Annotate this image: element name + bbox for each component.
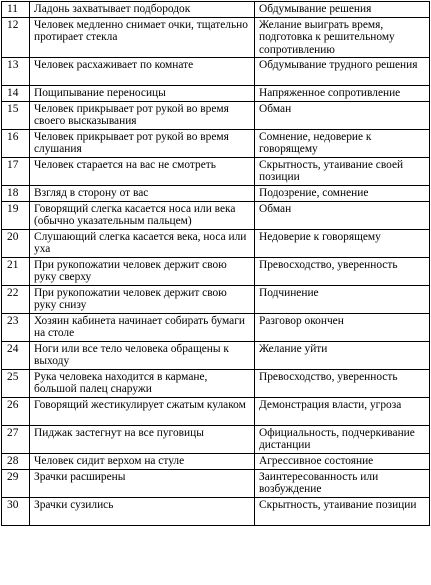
table-row xyxy=(2,258,430,286)
meaning-cell: Недоверие к говорящему xyxy=(255,230,430,258)
table-row xyxy=(2,230,430,258)
row-number: 18 xyxy=(2,186,30,202)
table-row xyxy=(2,2,430,18)
meaning-cell: Агрессивное состояние xyxy=(255,454,430,470)
gesture-cell: Говорящий слегка касается носа или века (обычно указательным пальцем) xyxy=(30,202,255,230)
row-number: 28 xyxy=(2,454,30,470)
gesture-cell: Взгляд в сторону от вас xyxy=(30,186,255,202)
row-number: 23 xyxy=(2,314,30,342)
row-number: 16 xyxy=(2,130,30,158)
meaning-cell: Заинтересованность или возбуждение xyxy=(255,470,430,498)
table-row xyxy=(2,286,430,314)
table-row xyxy=(2,158,430,186)
gesture-cell: Пощипывание переносицы xyxy=(30,86,255,102)
gesture-cell: Ладонь захватывает подбородок xyxy=(30,2,255,18)
row-number: 26 xyxy=(2,398,30,426)
table-row xyxy=(2,18,430,58)
meaning-cell: Демонстрация власти, угроза xyxy=(255,398,430,426)
meaning-cell: Разговор окончен xyxy=(255,314,430,342)
meaning-cell: Обдумывание решения xyxy=(255,2,430,18)
table-row xyxy=(2,130,430,158)
table-row xyxy=(2,426,430,454)
gesture-cell: Человек сидит верхом на стуле xyxy=(30,454,255,470)
row-number: 17 xyxy=(2,158,30,186)
row-number: 21 xyxy=(2,258,30,286)
row-number: 15 xyxy=(2,102,30,130)
meaning-cell: Скрытность, утаивание своей позиции xyxy=(255,158,430,186)
gesture-cell: Слушающий слегка касается века, носа или уха xyxy=(30,230,255,258)
row-number: 27 xyxy=(2,426,30,454)
row-number: 19 xyxy=(2,202,30,230)
gesture-cell: При рукопожатии человек держит свою руку сверху xyxy=(30,258,255,286)
gesture-cell: При рукопожатии человек держит свою руку снизу xyxy=(30,286,255,314)
table-row xyxy=(2,370,430,398)
gesture-cell: Говорящий жестикулирует сжатым кулаком xyxy=(30,398,255,426)
row-number: 12 xyxy=(2,18,30,58)
meaning-cell: Подчинение xyxy=(255,286,430,314)
gesture-cell: Рука человека находится в кармане, большой палец снаружи xyxy=(30,370,255,398)
table-row xyxy=(2,86,430,102)
table-row xyxy=(2,498,430,526)
gesture-cell: Человек прикрывает рот рукой во время своего высказывания xyxy=(30,102,255,130)
meaning-cell: Сомнение, недоверие к говорящему xyxy=(255,130,430,158)
gesture-cell: Человек прикрывает рот рукой во время слушания xyxy=(30,130,255,158)
meaning-cell: Желание выиграть время, подготовка к решительному сопротивлению xyxy=(255,18,430,58)
row-number: 20 xyxy=(2,230,30,258)
meaning-cell: Превосходство, уверенность xyxy=(255,370,430,398)
gestures-table xyxy=(1,1,430,526)
gesture-cell: Зрачки сузились xyxy=(30,498,255,526)
row-number: 30 xyxy=(2,498,30,526)
row-number: 13 xyxy=(2,58,30,86)
table-row xyxy=(2,186,430,202)
gesture-cell: Человек старается на вас не смотреть xyxy=(30,158,255,186)
row-number: 29 xyxy=(2,470,30,498)
table-row xyxy=(2,202,430,230)
row-number: 11 xyxy=(2,2,30,18)
meaning-cell: Желание уйти xyxy=(255,342,430,370)
meaning-cell: Официальность, подчеркивание дистанции xyxy=(255,426,430,454)
meaning-cell: Напряженное сопротивление xyxy=(255,86,430,102)
gesture-cell: Хозяин кабинета начинает собирать бумаги на столе xyxy=(30,314,255,342)
table-row xyxy=(2,398,430,426)
meaning-cell: Подозрение, сомнение xyxy=(255,186,430,202)
table-row xyxy=(2,58,430,86)
row-number: 25 xyxy=(2,370,30,398)
row-number: 22 xyxy=(2,286,30,314)
table-row xyxy=(2,102,430,130)
table-row xyxy=(2,470,430,498)
meaning-cell: Превосходство, уверенность xyxy=(255,258,430,286)
meaning-cell: Обман xyxy=(255,102,430,130)
meaning-cell: Скрытность, утаивание позиции xyxy=(255,498,430,526)
meaning-cell: Обдумывание трудного решения xyxy=(255,58,430,86)
gesture-cell: Человек медленно снимает очки, тщательно протирает стекла xyxy=(30,18,255,58)
row-number: 24 xyxy=(2,342,30,370)
table-row xyxy=(2,314,430,342)
gesture-cell: Пиджак застегнут на все пуговицы xyxy=(30,426,255,454)
gesture-cell: Человек расхаживает по комнате xyxy=(30,58,255,86)
table-row xyxy=(2,342,430,370)
meaning-cell: Обман xyxy=(255,202,430,230)
gesture-cell: Зрачки расширены xyxy=(30,470,255,498)
row-number: 14 xyxy=(2,86,30,102)
gesture-cell: Ноги или все тело человека обращены к выходу xyxy=(30,342,255,370)
table-row xyxy=(2,454,430,470)
